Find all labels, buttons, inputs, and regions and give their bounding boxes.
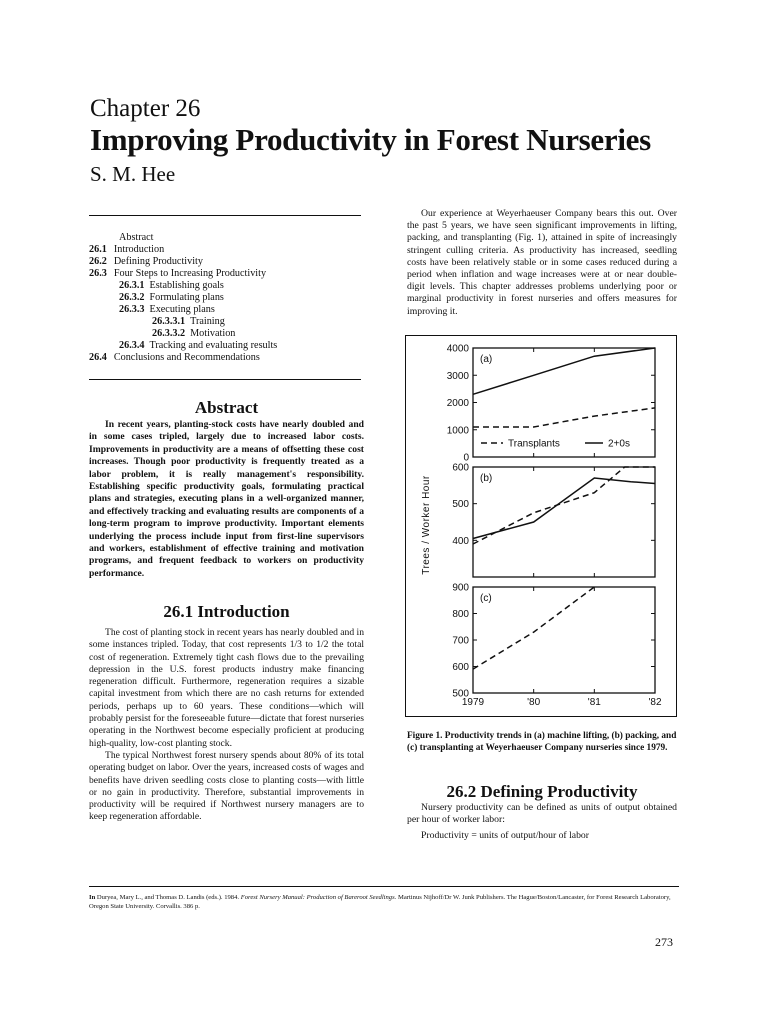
toc-label: Training xyxy=(190,316,225,327)
footnote-book: Forest Nursery Manual: Production of Bareroot Seedlings. xyxy=(240,894,397,901)
figure-border xyxy=(406,336,677,717)
table-of-contents xyxy=(89,232,364,364)
footnote-post: Martinus Nijhoff/Dr W. Junk Publishers. The Hague/Boston/Lancaster, for Forest Research Laboratory, Oregon State University. Corvallis. 386 p. xyxy=(89,894,671,910)
intro-paragraph-1: The cost of planting stock in recent years has nearly doubled and in some instances tripled. Today, that cost represents 1/3 to 1/2 the total cost of regeneration. Extremely tight cash flows due to the prevailing depression in the U.S. forest products industry make financing regeneration difficult. Furthermore, regeneration requires a sizable capital investment from which there are no cash returns for extended periods, perhaps up to 60 years. These conditions—which will probably persist for the foreseeable future—dictate that forest nurseries operating in the Northwest become especially proficient at producing high-quality, low-cost planting stock. xyxy=(89,627,364,749)
footnote-lead: In xyxy=(89,894,96,901)
panel-label: (b) xyxy=(480,473,493,484)
y-axis-label: Trees / Worker Hour xyxy=(421,475,432,575)
page-number: 273 xyxy=(655,935,673,949)
toc-number: 26.3.4 xyxy=(119,340,145,351)
toc-label: Defining Productivity xyxy=(113,256,203,267)
right-column-intro xyxy=(407,208,677,318)
series-line-transplants xyxy=(473,467,655,544)
right-paragraph-1: Our experience at Weyerhaeuser Company bears this out. Over the past 5 years, we have seen significant improvements in lifting, packing, and transplanting (Fig. 1), attained in spite of increasingly stringent culling criteria. As productivity has increased, seedling costs have been relatively stable or in some cases reduced during a period when inflation and wage increases were at or near double-digit levels. This chapter addresses problems underlying poor or marginal productivity in forest nurseries and offers measures for improving it. xyxy=(407,208,677,317)
abstract-body xyxy=(89,419,364,580)
x-tick-label: '82 xyxy=(648,697,662,708)
toc-bottom-rule xyxy=(89,379,361,380)
toc-label: Formulating plans xyxy=(149,292,224,303)
author: S. M. Hee xyxy=(90,162,176,186)
toc-label: Four Steps to Increasing Productivity xyxy=(113,268,267,279)
productivity-figure xyxy=(405,335,677,717)
toc-entry xyxy=(89,292,364,304)
intro-body xyxy=(89,627,364,824)
toc-entry xyxy=(89,352,364,364)
productivity-body xyxy=(407,802,677,843)
y-tick-label: 4000 xyxy=(446,343,469,355)
x-tick-label: '81 xyxy=(587,697,601,708)
panel-label: (a) xyxy=(480,354,493,365)
toc-label: Motivation xyxy=(190,328,236,339)
footnote-rule xyxy=(89,886,679,887)
abstract-heading: Abstract xyxy=(194,398,259,417)
panel-frame xyxy=(473,467,655,577)
toc-entry xyxy=(89,304,364,316)
toc-label: Executing plans xyxy=(149,304,215,315)
series-line-transplants xyxy=(473,408,655,427)
toc-number: 26.3 xyxy=(89,268,107,279)
toc-label: Tracking and evaluating results xyxy=(149,340,278,351)
y-tick-label: 1000 xyxy=(446,425,469,437)
panel-label: (c) xyxy=(480,593,492,604)
toc-number: 26.3.3 xyxy=(119,304,145,315)
toc-entry xyxy=(89,328,364,340)
toc-entry xyxy=(89,280,364,292)
y-tick-label: 0 xyxy=(463,452,469,464)
y-tick-label: 700 xyxy=(452,635,469,647)
footnote xyxy=(89,894,679,911)
productivity-paragraph: Nursery productivity can be defined as units of output obtained per hour of worker labor: xyxy=(407,802,677,826)
y-tick-label: 400 xyxy=(452,535,469,547)
toc-label: Conclusions and Recommendations xyxy=(113,352,260,363)
y-tick-label: 600 xyxy=(452,662,469,673)
x-tick-label: '80 xyxy=(527,697,541,708)
y-tick-label: 3000 xyxy=(446,370,469,382)
footnote-pre: Duryea, Mary L., and Thomas D. Landis (eds.). 1984. xyxy=(95,894,241,901)
toc-number: 26.4 xyxy=(89,352,107,363)
chapter-number: Chapter 26 xyxy=(90,95,201,122)
productivity-heading: 26.2 Defining Productivity xyxy=(446,782,638,801)
panel-frame xyxy=(473,587,655,693)
toc-number: 26.3.1 xyxy=(119,280,145,291)
toc-entry xyxy=(89,316,364,328)
toc-entry xyxy=(89,244,364,256)
toc-number: 26.3.2 xyxy=(119,292,145,303)
toc-number: 26.1 xyxy=(89,244,107,255)
toc-top-rule xyxy=(89,215,361,216)
toc-entry xyxy=(89,232,364,244)
toc-entry xyxy=(89,340,364,352)
x-tick-label: 1979 xyxy=(461,697,485,708)
y-tick-label: 900 xyxy=(452,582,469,594)
figure-caption: Figure 1. Productivity trends in (a) machine lifting, (b) packing, and (c) transplanting at Weyerhaeuser Company nurseries since 1979. xyxy=(407,731,677,753)
intro-paragraph-2: The typical Northwest forest nursery spends about 80% of its total operating budget on labor. Over the years, increased costs of wages and benefits have driven seedling costs close to planting costs—with little or no gain in productivity. Therefore, substantial improvements in productivity will be required if Northwest nursery managers are to keep regeneration affordable. xyxy=(89,749,364,823)
toc-label: Establishing goals xyxy=(149,280,224,291)
y-tick-label: 500 xyxy=(452,499,469,511)
y-tick-label: 2000 xyxy=(446,398,469,409)
toc-number: 26.2 xyxy=(89,256,107,267)
legend-label-2-0s: 2+0s xyxy=(608,438,630,450)
y-tick-label: 800 xyxy=(452,609,469,620)
toc-label: Abstract xyxy=(119,232,154,243)
legend-label-transplants: Transplants xyxy=(508,438,560,450)
y-tick-label: 500 xyxy=(452,688,469,700)
toc-label: Introduction xyxy=(113,244,165,255)
y-tick-label: 600 xyxy=(452,462,469,474)
chapter-title: Improving Productivity in Forest Nurseries xyxy=(90,122,651,157)
series-line-2-0s xyxy=(473,348,655,394)
toc-entry xyxy=(89,268,364,280)
abstract-text: In recent years, planting-stock costs have nearly doubled and in some cases tripled, largely due to increased labor costs. Improvements in productivity are a means of offsetting these cost increases. Though poor productivity is frequently treated as a labor problem, it is really management's responsibility. Establishing specific productivity goals, formulating practical plans and strategies, executing plans in a well-organized manner, and effectively tracking and evaluating results are components of a long-term program to improve productivity. Important elements underlying the process include input from first-line supervisors and workers, establishment of effective training and motivation programs, and frequent feedback to workers on productivity performance. xyxy=(89,419,364,579)
toc-number: 26.3.3.2 xyxy=(152,328,186,339)
toc-number: 26.3.3.1 xyxy=(152,316,186,327)
toc-entry xyxy=(89,256,364,268)
productivity-equation: Productivity = units of output/hour of labor xyxy=(421,830,589,842)
intro-heading: 26.1 Introduction xyxy=(163,602,290,621)
